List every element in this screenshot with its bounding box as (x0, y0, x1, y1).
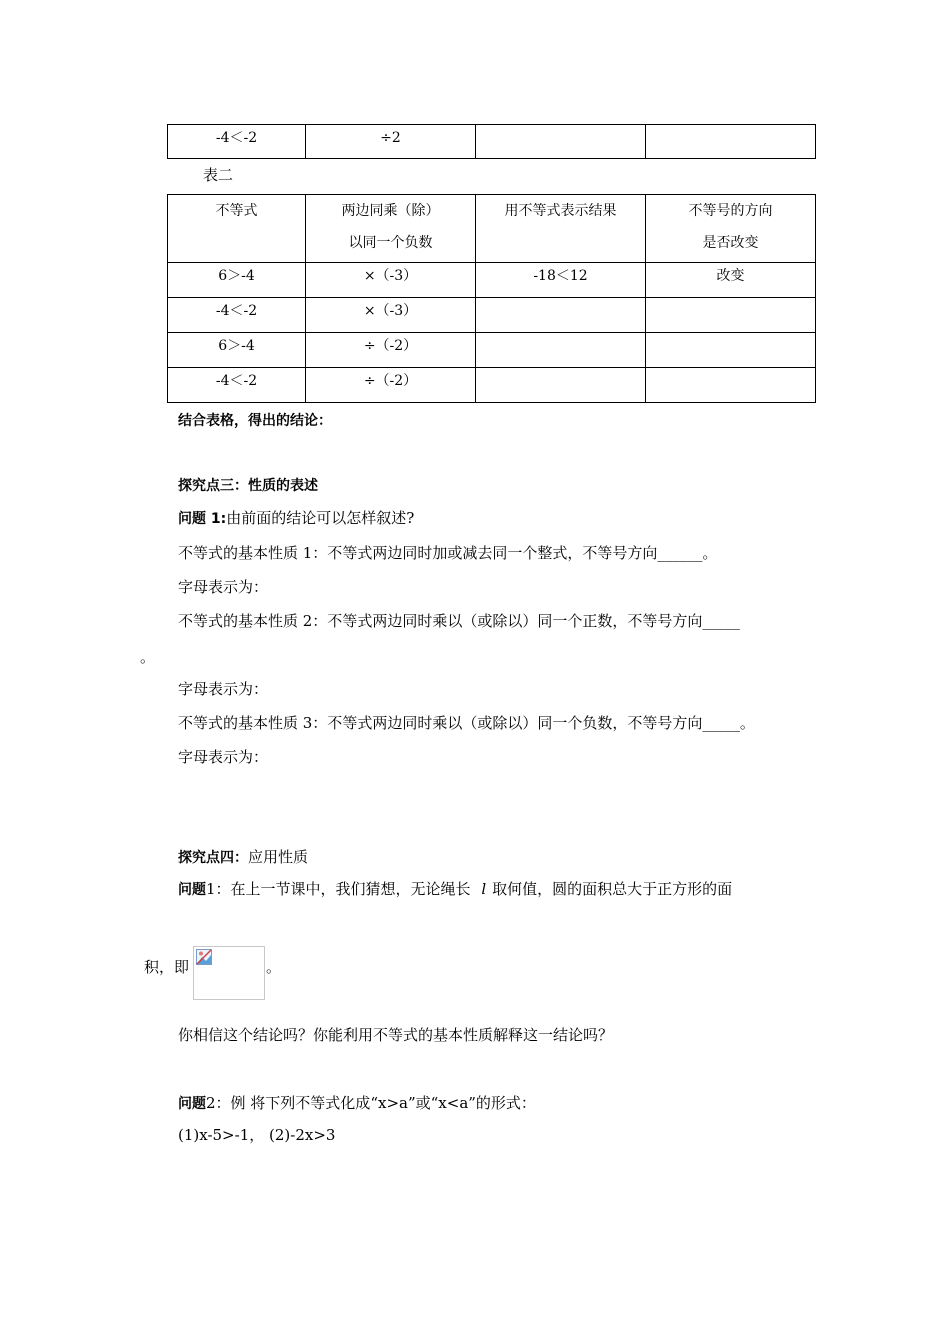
table-cell (476, 333, 646, 368)
letter-form-one: 字母表示为： (178, 578, 269, 596)
table-cell: 6＞-4 (168, 333, 306, 368)
section-four-question-two: 问题2：例 将下列不等式化成“x>a”或“x<a”的形式： (178, 1094, 536, 1112)
table-cell (476, 298, 646, 333)
letter-form-three: 字母表示为： (178, 748, 269, 766)
section-four-question-one: 问题1：在上一节课中，我们猜想，无论绳长 l 取何值，圆的面积总大于正方形的面 (178, 880, 733, 898)
table-row (168, 125, 816, 159)
question-one-end: 。 (266, 958, 282, 976)
table-row (168, 333, 816, 368)
table-one (167, 124, 816, 159)
question-one-ask: 你相信这个结论吗？你能利用不等式的基本性质解释这一结论吗？ (178, 1026, 614, 1044)
header-cell: 不等式 (168, 195, 306, 263)
property-two: 不等式的基本性质 2：不等式两边同时乘以（或除以）同一个正数，不等号方向_____ (178, 612, 740, 630)
table-cell (646, 368, 816, 403)
header-cell: 用不等式表示结果 (476, 195, 646, 263)
table-cell: 6＞-4 (168, 263, 306, 298)
table-cell: 改变 (646, 263, 816, 298)
table-cell (476, 125, 646, 159)
table-cell: -18＜12 (476, 263, 646, 298)
table-cell: ×（-3） (306, 263, 476, 298)
table-cell: -4＜-2 (168, 125, 306, 159)
header-cell: 不等号的方向 是否改变 (646, 195, 816, 263)
variable-l: l (481, 880, 487, 898)
table-cell (476, 368, 646, 403)
table-two-label: 表二 (203, 166, 234, 184)
table-cell (646, 125, 816, 159)
property-one: 不等式的基本性质 1：不等式两边同时加或减去同一个整式，不等号方向______。 (178, 544, 718, 562)
conclusion-heading: 结合表格，得出的结论： (178, 413, 332, 429)
table-cell (646, 298, 816, 333)
table-row (168, 298, 816, 333)
table-row (168, 368, 816, 403)
formula-image (193, 946, 265, 1000)
table-row (168, 263, 816, 298)
section-four-title: 探究点四：应用性质 (178, 848, 309, 866)
property-two-end: 。 (140, 648, 156, 666)
section-three-question-one: 问题 1:由前面的结论可以怎样叙述? (178, 509, 415, 527)
question-two-items: (1)x-5>-1， (2)-2x>3 (178, 1126, 336, 1144)
table-cell: ×（-3） (306, 298, 476, 333)
property-three: 不等式的基本性质 3：不等式两边同时乘以（或除以）同一个负数，不等号方向_____。 (178, 714, 755, 732)
table-cell: -4＜-2 (168, 368, 306, 403)
table-cell: -4＜-2 (168, 298, 306, 333)
section-three-title: 探究点三：性质的表述 (178, 478, 318, 494)
table-cell: ÷2 (306, 125, 476, 159)
table-cell: ÷（-2） (306, 368, 476, 403)
header-cell: 两边同乘（除） 以同一个负数 (306, 195, 476, 263)
table-cell (646, 333, 816, 368)
table-two (167, 194, 816, 403)
letter-form-two: 字母表示为： (178, 680, 269, 698)
table-header-row (168, 195, 816, 263)
table-cell: ÷（-2） (306, 333, 476, 368)
question-one-continuation: 积，即 (144, 958, 190, 976)
broken-image-icon (196, 949, 212, 965)
